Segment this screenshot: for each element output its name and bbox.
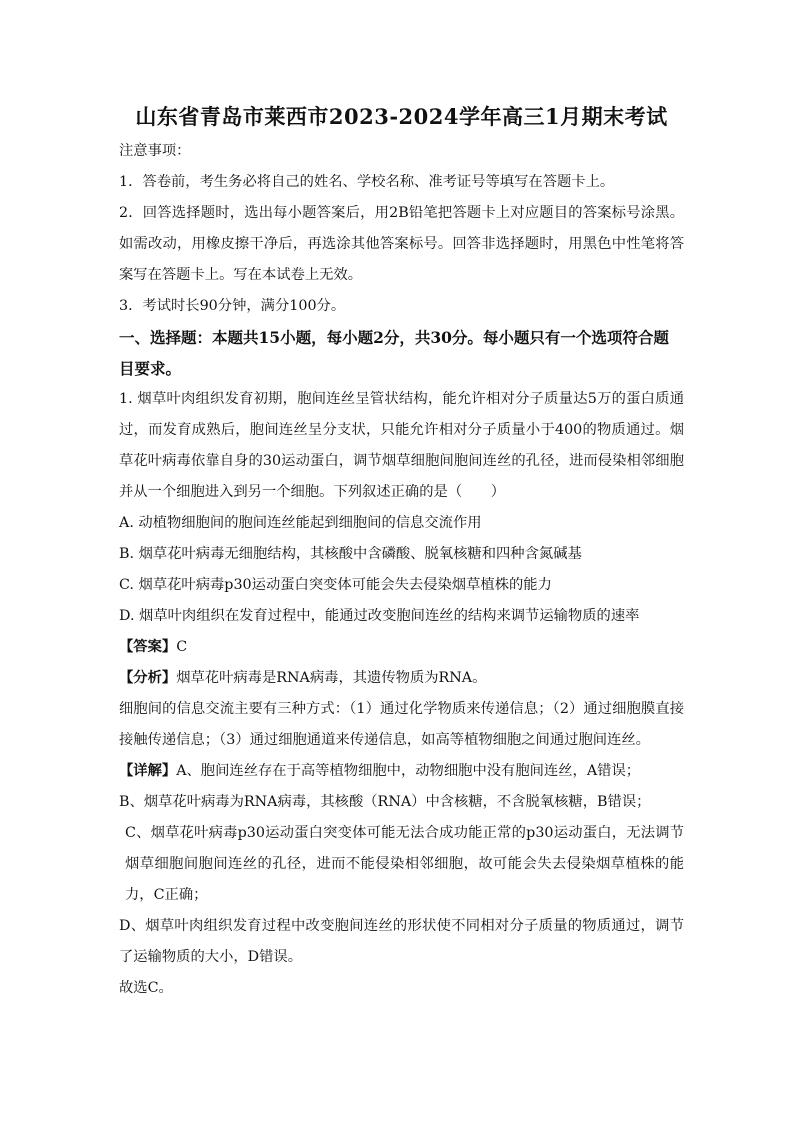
detail-d: D、烟草叶肉组织发育过程中改变胞间连丝的形状使不同相对分子质量的物质通过，调节了运输物质的大小，D错误。 [119, 918, 684, 965]
detail-a: A、胞间连丝存在于高等植物细胞中，动物细胞中没有胞间连丝，A错误； [176, 763, 641, 779]
answer-value: C [176, 639, 188, 655]
notice-heading: 注意事项： [119, 143, 191, 159]
detail-line-a [119, 756, 684, 787]
answer-line [119, 632, 684, 663]
document-title: 山东省青岛市莱西市2023-2024学年高三1月期末考试 [135, 104, 668, 129]
detail-label: 【详解】 [119, 763, 177, 779]
conclusion: 故选C。 [119, 980, 173, 996]
analysis-label: 【分析】 [119, 670, 177, 686]
detail-c: C、烟草花叶病毒p30运动蛋白突变体可能无法合成功能正常的p30运动蛋白，无法调节烟草细胞间胞间连丝的孔径，进而不能侵染相邻细胞，故可能会失去侵染烟草植株的能力，C正确； [125, 825, 684, 903]
notice-item-2: 2．回答选择题时，选出每小题答案后，用2B铅笔把答题卡上对应题目的答案标号涂黑。如需改动，用橡皮擦干净后，再选涂其他答案标号。回答非选择题时，用黑色中性笔将答案写在答题卡上。写在本试卷上无效。 [119, 205, 684, 283]
notice-item-1: 1．答卷前，考生务必将自己的姓名、学校名称、准考证号等填写在答题卡上。 [119, 174, 615, 190]
analysis-more: 细胞间的信息交流主要有三种方式：（1）通过化学物质来传递信息；（2）通过细胞膜直接接触传递信息；（3）通过细胞通道来传递信息，如高等植物细胞之间通过胞间连丝。 [119, 701, 684, 748]
notice-item-3: 3．考试时长90分钟，满分100分。 [119, 298, 346, 314]
section-heading: 一、选择题：本题共15小题，每小题2分，共30分。每小题只有一个选项符合题目要求。 [119, 328, 669, 378]
option-d: D. 烟草叶肉组织在发育过程中，能通过改变胞间连丝的结构来调节运输物质的速率 [119, 608, 640, 624]
answer-label: 【答案】 [119, 639, 177, 655]
analysis-text: 烟草花叶病毒是RNA病毒，其遗传物质为RNA。 [176, 670, 487, 686]
option-c: C. 烟草花叶病毒p30运动蛋白突变体可能会失去侵染烟草植株的能力 [119, 577, 552, 593]
analysis-line [119, 663, 684, 694]
question-stem: 1. 烟草叶肉组织发育初期，胞间连丝呈管状结构，能允许相对分子质量达5万的蛋白质通过，而发育成熟后，胞间连丝呈分支状，只能允许相对分子质量小于400的物质通过。烟草花叶病毒依靠自身的30运动蛋白，调节烟草细胞间胞间连丝的孔径，进而侵染相邻细胞并从一个细胞进入到另一个细胞。下列叙述正确的是（ ） [119, 391, 684, 500]
option-a: A. 动植物细胞间的胞间连丝能起到细胞间的信息交流作用 [119, 515, 482, 531]
option-b: B. 烟草花叶病毒无细胞结构，其核酸中含磷酸、脱氧核糖和四种含氮碱基 [119, 546, 582, 562]
detail-b: B、烟草花叶病毒为RNA病毒，其核酸（RNA）中含核糖，不含脱氧核糖，B错误； [119, 794, 651, 810]
